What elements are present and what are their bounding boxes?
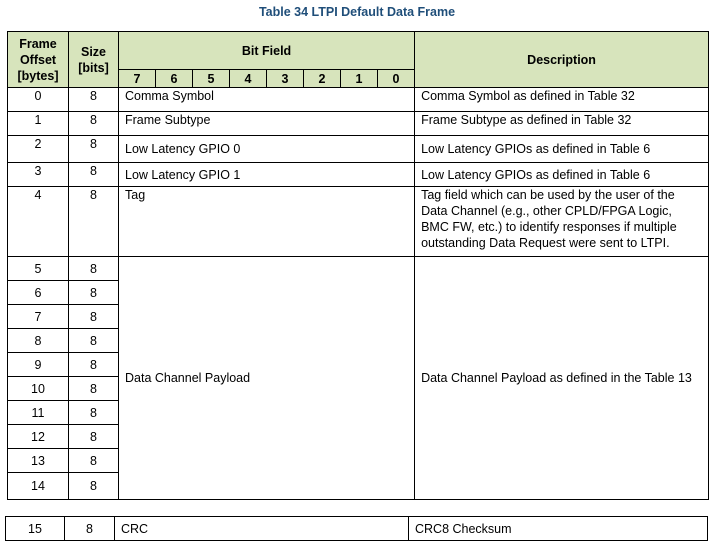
crc-description: CRC8 Checksum [409,517,708,541]
header-bit: 0 [378,70,415,88]
header-bit: 6 [156,70,193,88]
row-offset: 7 [8,305,69,329]
row-offset: 10 [8,377,69,401]
row-offset: 8 [8,329,69,353]
row-description: Comma Symbol as defined in Table 32 [415,88,709,112]
payload-description: Data Channel Payload as defined in the Table 13 [415,257,709,500]
row-description: Frame Subtype as defined in Table 32 [415,112,709,136]
row-field: Comma Symbol [119,88,415,112]
header-bit: 3 [267,70,304,88]
header-bit: 1 [341,70,378,88]
row-offset: 3 [8,163,69,187]
row-offset: 0 [8,88,69,112]
row-size: 8 [69,88,119,112]
row-offset: 5 [8,257,69,281]
header-bit-field: Bit Field [119,32,415,70]
header-bit: 7 [119,70,156,88]
table-row [8,136,709,163]
row-size: 8 [69,257,119,281]
table-caption: Table 34 LTPI Default Data Frame [258,5,456,19]
header-description: Description [415,32,709,88]
table-row [8,163,709,187]
crc-size: 8 [65,517,115,541]
row-size: 8 [69,136,119,163]
row-field: Frame Subtype [119,112,415,136]
row-offset: 9 [8,353,69,377]
row-size: 8 [69,377,119,401]
table-row [8,88,709,112]
row-offset: 6 [8,281,69,305]
row-size: 8 [69,163,119,187]
row-size: 8 [69,449,119,473]
crc-table [5,516,708,541]
row-size: 8 [69,187,119,257]
row-field: Low Latency GPIO 0 [119,136,415,163]
crc-field: CRC [115,517,409,541]
row-size: 8 [69,401,119,425]
row-description: Low Latency GPIOs as defined in Table 6 [415,163,709,187]
row-offset: 11 [8,401,69,425]
row-offset: 13 [8,449,69,473]
table-row [6,517,708,541]
row-field: Tag [119,187,415,257]
header-frame-offset: Frame Offset [bytes] [8,32,69,88]
row-size: 8 [69,425,119,449]
row-offset: 12 [8,425,69,449]
row-size: 8 [69,305,119,329]
row-size: 8 [69,281,119,305]
table-row [8,257,709,281]
header-bit: 4 [230,70,267,88]
row-size: 8 [69,112,119,136]
row-offset: 14 [8,473,69,500]
row-size: 8 [69,353,119,377]
table-row [8,187,709,257]
row-field: Low Latency GPIO 1 [119,163,415,187]
crc-offset: 15 [6,517,65,541]
row-offset: 1 [8,112,69,136]
data-frame-table [7,31,709,500]
row-offset: 4 [8,187,69,257]
row-size: 8 [69,473,119,500]
header-bit: 2 [304,70,341,88]
header-size: Size [bits] [69,32,119,88]
row-description: Low Latency GPIOs as defined in Table 6 [415,136,709,163]
payload-field: Data Channel Payload [119,257,415,500]
row-description: Tag field which can be used by the user of the Data Channel (e.g., other CPLD/FPGA Logic, BMC FW, etc.) to identify responses if multiple outstanding Data Request were sent to LTPI. [415,187,709,257]
row-offset: 2 [8,136,69,163]
header-bit: 5 [193,70,230,88]
row-size: 8 [69,329,119,353]
table-row [8,112,709,136]
